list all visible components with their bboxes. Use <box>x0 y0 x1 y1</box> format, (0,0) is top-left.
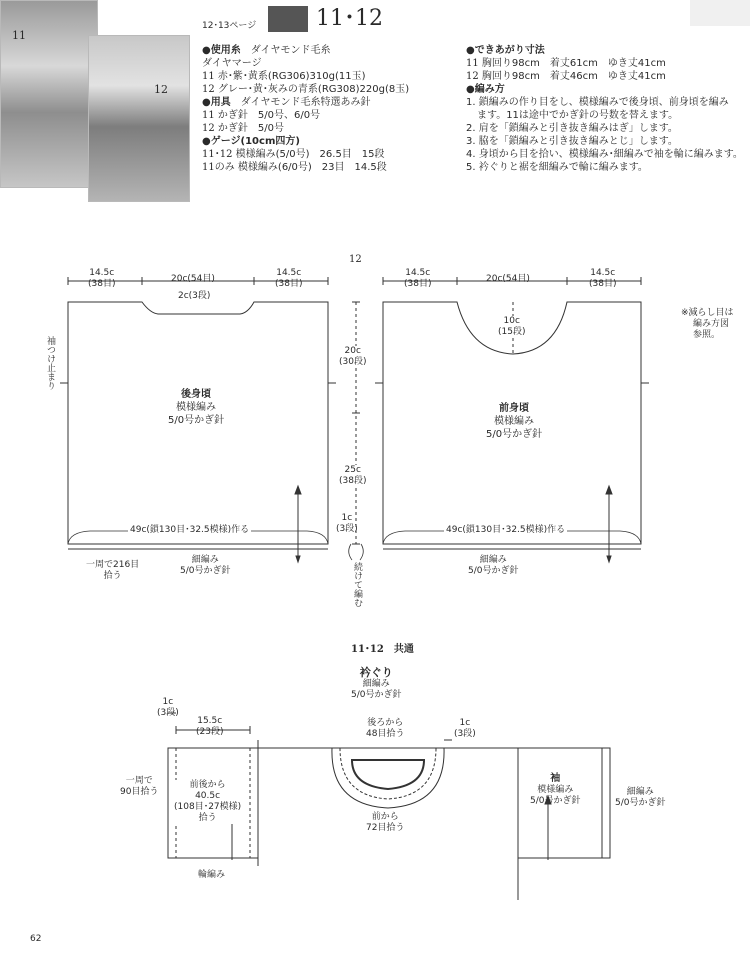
yarn-12-number: 12 <box>202 84 215 95</box>
item-numbers: 11･12 <box>316 6 383 31</box>
sleeve-edge <box>615 787 666 809</box>
back-right-width-value: 14.5c <box>276 268 302 278</box>
back-hem-pickup-count: 一周で216目 <box>86 560 140 570</box>
band-front-pick-stitches: (108目･27模様) <box>174 802 242 812</box>
side-lower-rows: (38段) <box>339 476 367 486</box>
back-hem-pickup-action: 拾う <box>103 571 122 581</box>
sleeve-edge-stitch: 細編み <box>626 787 654 797</box>
finished-12: 胸回り98cm 着丈46cm ゆき丈41cm <box>481 71 666 82</box>
neckline-stitch: 細編み <box>362 679 390 689</box>
finished-heading: ●できあがり寸法 <box>466 45 545 56</box>
back-hem-stitch <box>180 555 231 577</box>
neckline-front-pick-label: 前から <box>371 812 399 822</box>
back-neck-depth: 2c(3段) <box>178 291 211 301</box>
yarn-12: グレー･黄･灰みの青系(RG308)220g(8玉) <box>217 84 410 95</box>
front-bottom-chain: 49c(鎖130目･32.5模様)作る <box>446 525 566 535</box>
tools-heading: ●用具 <box>202 97 231 108</box>
decrease-note-line-2: 編み方図 <box>693 319 730 329</box>
right-edge-depth-value: 1c <box>459 718 471 728</box>
right-edge-depth-rows: (3段) <box>454 729 476 739</box>
band-depth <box>157 697 179 719</box>
band-round-pick-count: 90目拾う <box>120 787 159 797</box>
neckline-hook: 5/0号かぎ針 <box>351 690 402 700</box>
yarn-brand: ダイヤモンド毛糸 <box>250 45 331 56</box>
back-right-width <box>275 268 302 290</box>
back-body-title: 後身頃 <box>181 389 212 400</box>
method-step-3: 3. 脇を「鎖編みと引き抜き編みとじ」します。 <box>466 136 678 147</box>
back-hem-pickup <box>86 560 139 582</box>
yarn-11: 赤･紫･黄系(RG306)310g(11玉) <box>217 71 366 82</box>
band-width-rows: (23段) <box>196 727 224 737</box>
sleeve-hook: 5/0号かぎ針 <box>530 796 581 806</box>
photo-label-12: 12 <box>154 83 168 96</box>
band-round-pick <box>120 776 158 798</box>
neckline-label <box>351 666 402 701</box>
method-step-1b: ます。11は途中でかぎ針の号数を替えます。 <box>477 110 679 121</box>
sleeve-edge-hook: 5/0号かぎ針 <box>615 798 666 808</box>
side-upper-rows: (30段) <box>339 357 367 367</box>
sleeve-pattern: 模様編み <box>537 785 574 795</box>
neckline-title: 衿ぐり <box>359 666 393 679</box>
tools-11-number: 11 <box>202 110 215 121</box>
front-left-width <box>404 268 431 290</box>
front-right-width-stitches: (38目) <box>589 279 617 289</box>
front-hem-stitch-hook: 5/0号かぎ針 <box>468 566 519 576</box>
yarn-heading: ●使用糸 <box>202 45 241 56</box>
front-left-width-value: 14.5c <box>405 268 431 278</box>
section-label-common: 11･12 共通 <box>351 644 414 655</box>
back-bottom-chain: 49c(鎖130目･32.5模様)作る <box>130 525 250 535</box>
finished-11-number: 11 <box>466 58 479 69</box>
back-left-width-value: 14.5c <box>89 268 115 278</box>
neckline-back-pick-count: 48目拾う <box>366 729 405 739</box>
front-neck-depth <box>498 316 525 338</box>
back-body-pattern: 模様編み <box>176 402 217 413</box>
band-width <box>196 716 223 738</box>
side-hem-rows: (3段) <box>336 524 358 534</box>
yarn-11-number: 11 <box>202 71 215 82</box>
neckline-front-pick-count: 72目拾う <box>366 823 405 833</box>
side-continue: 続けて編む <box>352 562 362 607</box>
band-round-pick-label: 一周で <box>125 776 153 786</box>
side-upper <box>339 346 366 368</box>
front-right-width <box>589 268 616 290</box>
band-width-value: 15.5c <box>197 716 223 726</box>
gauge-1-number: 11･12 <box>202 149 233 160</box>
front-mid-width: 20c(54目) <box>486 274 530 284</box>
front-neck-depth-value: 10c <box>503 316 520 326</box>
front-neck-depth-rows: (15段) <box>498 327 526 337</box>
front-left-width-stitches: (38目) <box>404 279 432 289</box>
gauge-heading: ●ゲージ(10cm四方) <box>202 136 300 147</box>
sleeve-attach-mark: 袖つけ止まり <box>45 336 55 390</box>
method-step-4: 4. 身頃から目を拾い、模様編み･細編みで袖を輪に編みます。 <box>466 149 743 160</box>
front-hem-stitch <box>468 555 519 577</box>
method-step-5: 5. 衿ぐりと裾を細編みで輪に編みます。 <box>466 162 648 173</box>
front-right-width-value: 14.5c <box>590 268 616 278</box>
side-lower <box>339 465 366 487</box>
section-label-12: 12 <box>349 254 362 265</box>
band-depth-rows: (3段) <box>157 708 179 718</box>
method-heading: ●編み方 <box>466 84 505 95</box>
page-number: 62 <box>30 934 42 944</box>
decrease-note-line-3: 参照。 <box>693 330 721 340</box>
band-front-pick <box>174 780 241 824</box>
method-step-2: 2. 肩を「鎖編みと引き抜き編みはぎ」します。 <box>466 123 678 134</box>
side-upper-length: 20c <box>344 346 361 356</box>
right-edge-depth <box>454 718 476 740</box>
back-body-hook: 5/0号かぎ針 <box>168 415 225 426</box>
back-right-width-stitches: (38目) <box>275 279 303 289</box>
front-body-label <box>486 402 542 441</box>
front-body-pattern: 模様編み <box>494 416 535 427</box>
tools-brand: ダイヤモンド毛糸特選あみ針 <box>240 97 371 108</box>
decrease-note-line-1: ※減らし目は <box>681 308 734 318</box>
back-left-width <box>88 268 115 290</box>
photo-label-11: 11 <box>12 29 26 42</box>
decrease-note <box>681 308 734 341</box>
back-body-label <box>168 388 224 427</box>
gauge-1: 模様編み(5/0号) 26.5目 15段 <box>235 149 385 160</box>
method-step-1: 1. 鎖編みの作り目をし、模様編みで後身頃、前身頃を編み <box>466 97 729 108</box>
back-mid-width: 20c(54目) <box>171 274 215 284</box>
band-depth-value: 1c <box>162 697 174 707</box>
back-left-width-stitches: (38目) <box>88 279 116 289</box>
side-hem <box>336 513 358 535</box>
sleeve-title: 袖 <box>550 773 561 784</box>
gauge-2-number: 11 <box>202 162 215 173</box>
side-lower-length: 25c <box>344 465 361 475</box>
tools-11: かぎ針 5/0号、6/0号 <box>217 110 321 121</box>
neckline-outline <box>332 748 444 808</box>
neckline-back-pick <box>366 718 404 740</box>
front-body-hook: 5/0号かぎ針 <box>486 429 543 440</box>
tools-12: かぎ針 5/0号 <box>217 123 285 134</box>
page-reference: 12･13ページ <box>202 21 257 31</box>
tools-12-number: 12 <box>202 123 215 134</box>
finished-12-number: 12 <box>466 71 479 82</box>
front-hem-stitch-name: 細編み <box>479 555 507 565</box>
band-front-pick-action: 拾う <box>198 813 217 823</box>
yarn-name: ダイヤマージ <box>202 58 262 69</box>
side-hem-length: 1c <box>341 513 353 523</box>
neckline-front-pick <box>366 812 404 834</box>
back-hem-stitch-hook: 5/0号かぎ針 <box>180 566 231 576</box>
sleeve-label <box>530 772 581 807</box>
band-front-pick-length: 40.5c <box>195 791 221 801</box>
back-hem-stitch-name: 細編み <box>191 555 219 565</box>
front-body-title: 前身頃 <box>499 403 530 414</box>
band-ring-label: 輪編み <box>198 870 226 880</box>
neckline-back-pick-label: 後ろから <box>367 718 404 728</box>
gauge-2: のみ 模様編み(6/0号) 23目 14.5段 <box>214 162 387 173</box>
band-front-pick-label: 前後から <box>189 780 226 790</box>
finished-11: 胸回り98cm 着丈61cm ゆき丈41cm <box>481 58 666 69</box>
